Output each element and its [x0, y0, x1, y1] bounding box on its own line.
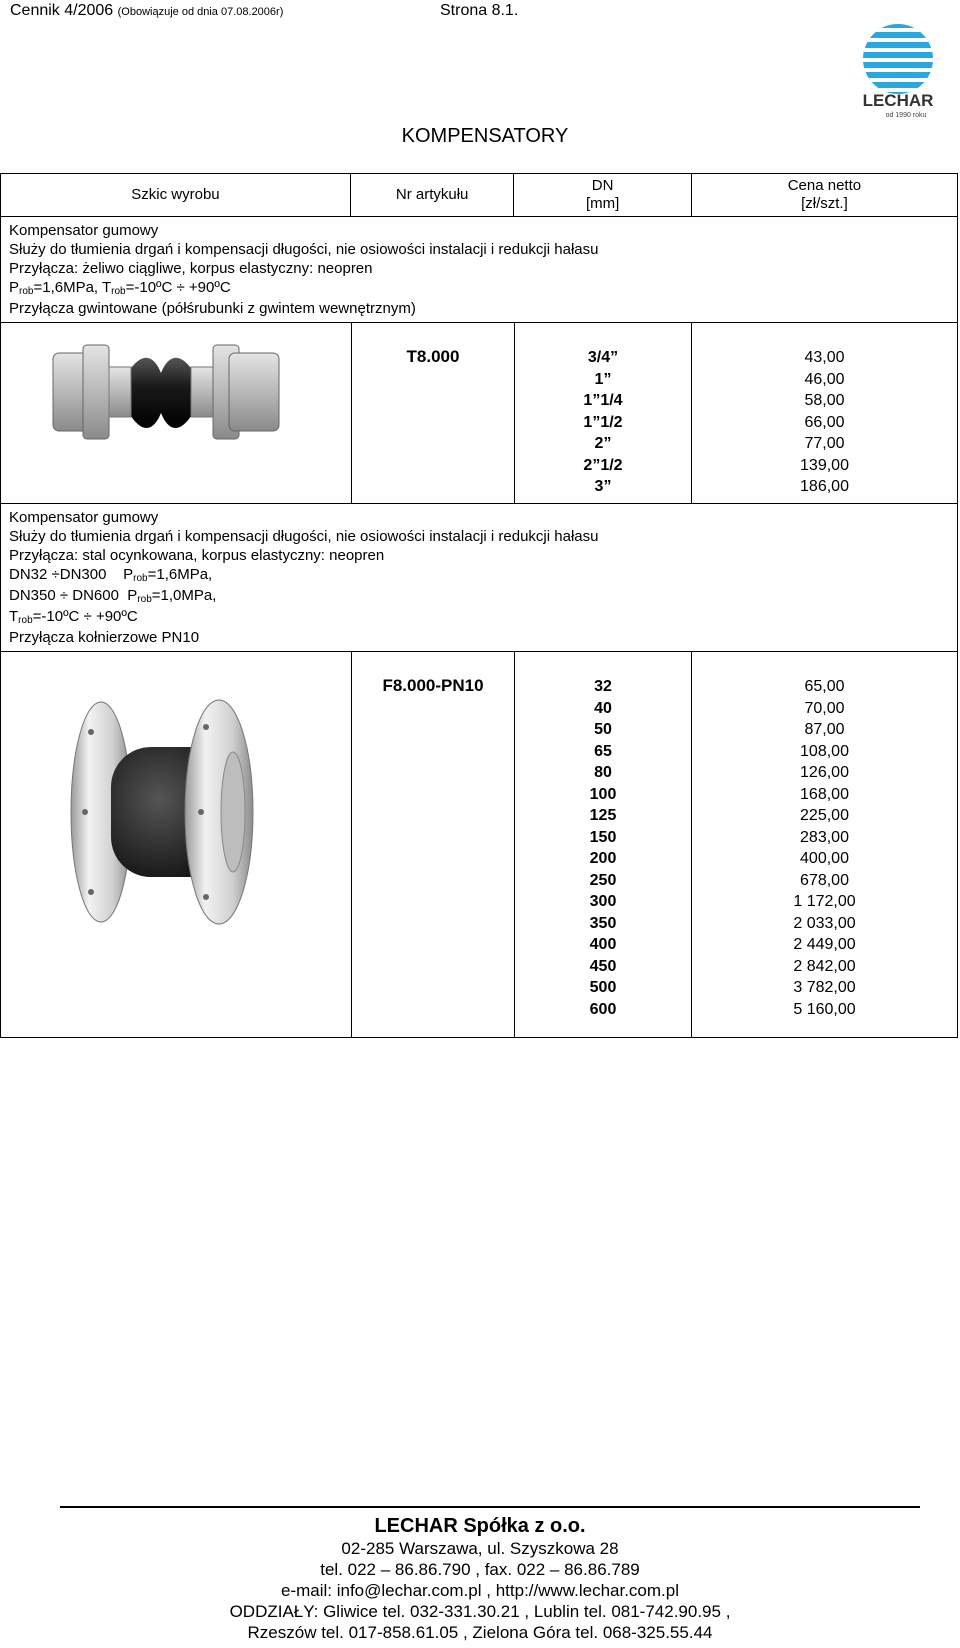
price-value: 3 782,00 [793, 979, 856, 996]
dn-value: 125 [589, 807, 617, 824]
footer-contact: e-mail: info@lechar.com.pl , http://www.lechar.com.pl [280, 1581, 680, 1600]
price-value: 2 033,00 [793, 914, 856, 932]
price-value: 5 160,00 [793, 1000, 856, 1018]
article-number: T8.000 [351, 323, 514, 503]
dn-value: 32 [594, 678, 612, 695]
dn-value: 400 [589, 936, 617, 953]
dn-value: 300 [589, 893, 617, 910]
header-price [691, 174, 957, 216]
dn-value: 40 [594, 699, 612, 717]
page-title: KOMPENSATORY [401, 125, 569, 147]
price-value: 225,00 [800, 807, 849, 824]
price-list-number: Cennik 4/2006 [10, 2, 114, 19]
price-value: 283,00 [800, 828, 849, 846]
dn-value: 500 [589, 979, 617, 996]
price-value: 108,00 [800, 742, 849, 760]
dn-value: 3” [594, 478, 612, 495]
product-temperature: $T_{rob}=-10ºC$ ÷ +90ºC [9, 608, 138, 626]
footer-branches: ODDZIAŁY: Gliwice tel. 032-331.30.21 , Lublin tel. 081-742.90.95 , [229, 1602, 731, 1621]
logo-tagline: od 1990 roku [885, 112, 927, 119]
page-number: Strona 8.1. [440, 2, 519, 19]
dn-value: 150 [589, 828, 617, 846]
header-price-label: Cena netto [787, 177, 862, 194]
product-image [1, 323, 351, 503]
lechar-logo [848, 22, 948, 122]
price-value: 70,00 [804, 699, 845, 717]
product-connection: Przyłącza gwintowane (półśrubunki z gwintem wewnętrznym) [9, 300, 416, 317]
price-value: 46,00 [804, 370, 845, 388]
table-header [1, 174, 957, 217]
price-value: 66,00 [804, 413, 845, 431]
price-value: 58,00 [804, 392, 845, 409]
dn-value: 65 [594, 742, 612, 760]
price-value: 65,00 [804, 678, 845, 695]
dn-value: 2” [594, 435, 612, 452]
flanged-compensator-image [1, 652, 351, 1037]
footer-phone: tel. 022 – 86.86.790 , fax. 022 – 86.86.789 [320, 1560, 640, 1579]
price-value: 87,00 [804, 721, 845, 738]
company-footer [0, 1514, 960, 1643]
product-image [1, 652, 351, 1037]
product-description [1, 504, 957, 652]
price-value: 1 172,00 [793, 893, 856, 910]
price-list [691, 323, 957, 503]
dn-value: 50 [594, 721, 612, 738]
logo-wordmark: LECHAR [862, 91, 934, 110]
price-list-label [10, 2, 283, 20]
dn-value: 250 [589, 871, 617, 889]
price-value: 77,00 [804, 435, 845, 452]
price-value: 186,00 [800, 478, 849, 495]
product-purpose: Służy do tłumienia drgań i kompensacji długości, nie osiowości instalacji i redukcji hałasu [9, 241, 599, 258]
price-value: 168,00 [800, 785, 849, 803]
dn-value: 600 [589, 1000, 617, 1018]
article-number: F8.000-PN10 [351, 652, 514, 1037]
product-pressure-range-2: DN350 ÷ DN600 $P_{rob}=1,0MPa$, [9, 587, 217, 605]
product-purpose: Służy do tłumienia drgań i kompensacji długości, nie osiowości instalacji i redukcji hałasu [9, 528, 599, 545]
header-dn-unit: [mm] [585, 195, 620, 212]
product-name: Kompensator gumowy [9, 222, 159, 239]
price-value: 126,00 [800, 764, 849, 781]
table-row [1, 652, 957, 1037]
price-value: 2 449,00 [793, 936, 856, 953]
dn-list [514, 652, 691, 1037]
product-connection: Przyłącza kołnierzowe PN10 [9, 629, 200, 646]
product-description [1, 217, 957, 323]
dn-value: 450 [589, 957, 617, 975]
header-dn [513, 174, 690, 216]
table-row [1, 323, 957, 504]
dn-list [514, 323, 691, 503]
price-value: 678,00 [800, 871, 849, 889]
product-material: Przyłącza: stal ocynkowana, korpus elastyczny: neopren [9, 547, 385, 564]
price-value: 400,00 [800, 850, 849, 867]
header-price-unit: [zł/szt.] [801, 195, 848, 212]
dn-value: 100 [589, 785, 617, 803]
price-value: 2 842,00 [793, 957, 856, 975]
header-article: Nr artykułu [350, 174, 513, 216]
header-sketch: Szkic wyrobu [131, 186, 220, 203]
price-value: 139,00 [800, 456, 849, 474]
footer-branches-cont: Rzeszów tel. 017-858.61.05 , Zielona Góra tel. 068-325.55.44 [247, 1623, 713, 1642]
dn-value: 1”1/2 [583, 413, 623, 431]
price-list [691, 652, 957, 1037]
dn-value: 350 [589, 914, 617, 932]
product-name: Kompensator gumowy [9, 509, 159, 526]
company-name: LECHAR Spółka z o.o. [374, 1515, 586, 1537]
price-table [0, 173, 958, 1038]
product-parameters: $P_{rob}=1,6MPa$, $T_{rob}=-10ºC$ ÷ +90ºC [9, 279, 231, 297]
header-dn-label: DN [591, 177, 614, 194]
dn-value: 200 [589, 850, 617, 867]
validity-note: (Obowiązuje od dnia 07.08.2006r) [117, 6, 284, 18]
dn-value: 3/4” [587, 349, 619, 366]
dn-value: 1” [594, 370, 612, 388]
threaded-compensator-image [1, 323, 351, 503]
product-material: Przyłącza: żeliwo ciągliwe, korpus elastyczny: neopren [9, 260, 373, 277]
footer-divider [60, 1506, 920, 1508]
product-pressure-range-1: DN32 ÷DN300 $P_{rob}=1,6MPa$, [9, 566, 213, 584]
footer-address: 02-285 Warszawa, ul. Szyszkowa 28 [341, 1539, 619, 1558]
dn-value: 2”1/2 [583, 456, 623, 474]
dn-value: 1”1/4 [583, 392, 623, 409]
dn-value: 80 [594, 764, 612, 781]
price-value: 43,00 [804, 349, 845, 366]
